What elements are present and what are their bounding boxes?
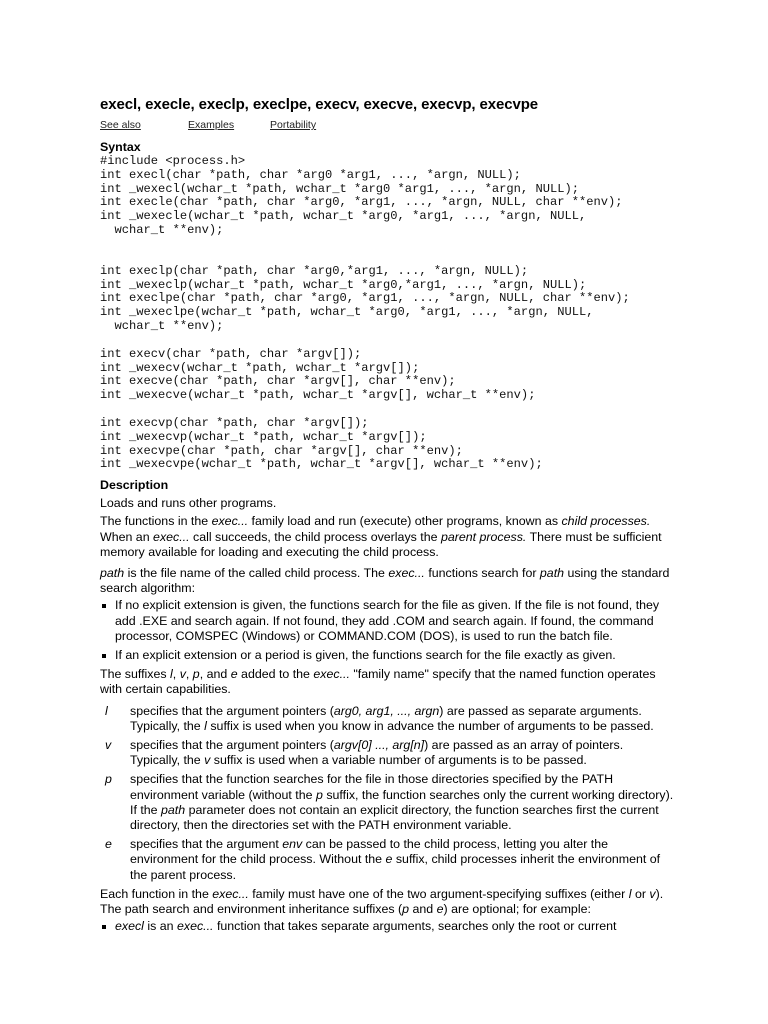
suffix-row-v <box>100 738 676 768</box>
suffix-key: v <box>105 737 112 752</box>
syntax-block-execlp: int execlp(char *path, char *arg0,*arg1, ..., *argn, NULL); int _wexeclp(wchar_t *path, wchar_t *arg0,*arg1, ..., *argn, NULL); int execlpe(char *path, char *arg0, *arg1, ..., *argn, NULL, char **env); int _wexeclpe(wchar_t *path, wchar_t *arg0, *arg1, ..., *argn, NULL, wchar_t **env); <box>100 263 630 333</box>
search-algorithm-list <box>100 598 676 663</box>
description-paragraph-3: The suffixes l, v, p, and e added to the exec... "family name" specify that the named function operates with certain capabilities. <box>100 667 656 697</box>
description-paragraph-1: The functions in the exec... family load and run (execute) other programs, known as child processes. When an exec... call succeeds, the child process overlays the parent process. There must be sufficient memory available for loading and executing the child process. <box>100 514 662 559</box>
suffix-row-p <box>100 772 676 833</box>
see-also-link[interactable]: See also <box>100 119 141 131</box>
topic-links <box>100 118 676 134</box>
description-heading: Description <box>100 478 169 493</box>
example-list <box>100 919 676 934</box>
examples-link[interactable]: Examples <box>188 119 235 131</box>
suffix-list <box>100 704 676 883</box>
suffix-key: p <box>105 772 112 787</box>
description-paragraph-2: path is the file name of the called child process. The exec... functions search for path using the standard search algorithm: <box>100 565 670 596</box>
suffix-description: specifies that the argument pointers (argv[0] ..., arg[n]) are passed as an array of pointers. Typically, the v suffix is used when a variable number of arguments is to be passed. <box>130 737 624 768</box>
suffix-description: specifies that the function searches for the file in those directories specified by the PATH environment variable (without the p suffix, the function searches only the current working directory). If the path parameter does not contain an explicit directory, the function searches first the current directory, then the directories set with the PATH environment variable. <box>130 772 674 832</box>
suffix-key: l <box>105 703 108 718</box>
syntax-block-execvp: int execvp(char *path, char *argv[]); int _wexecvp(wchar_t *path, wchar_t *argv[]); int execvpe(char *path, char *argv[], char **env); int _wexecvpe(wchar_t *path, wchar_t *argv[], wchar_t **env); <box>100 415 543 472</box>
portability-link[interactable]: Portability <box>270 119 317 131</box>
page-title: execl, execle, execlp, execlpe, execv, execve, execvp, execvpe <box>100 96 539 113</box>
description-intro: Loads and runs other programs. <box>100 496 277 511</box>
help-content <box>100 96 676 938</box>
list-item: If an explicit extension or a period is given, the functions search for the file exactly as given. <box>100 648 676 663</box>
list-item: execl is an exec... function that takes separate arguments, searches only the root or current <box>100 919 676 934</box>
syntax-block-execv: int execv(char *path, char *argv[]); int _wexecv(wchar_t *path, wchar_t *argv[]); int execve(char *path, char *argv[], char **env); int _wexecve(wchar_t *path, wchar_t *argv[], wchar_t **env); <box>100 346 536 403</box>
suffix-row-e <box>100 837 676 883</box>
suffix-description: specifies that the argument env can be passed to the child process, letting you alter the environment for the child process. Without the e suffix, child processes inherit the environment of the parent process. <box>130 837 661 882</box>
suffix-row-l <box>100 704 676 734</box>
syntax-block-execl: #include <process.h> int execl(char *path, char *arg0 *arg1, ..., *argn, NULL); int _wexecl(wchar_t *path, wchar_t *arg0 *arg1, ..., *argn, NULL); int execle(char *path, char *arg0, *arg1, ..., *argn, NULL, char **env); int _wexecle(wchar_t *path, wchar_t *arg0, *arg1, ..., *argn, NULL, wchar_t **env); <box>100 154 623 237</box>
suffix-key: e <box>105 837 112 852</box>
list-item: If no explicit extension is given, the functions search for the file as given. If the file is not found, they add .EXE and search again. If not found, they add .COM and search again. If found, the command processor, COMSPEC (Windows) or COMMAND.COM (DOS), is used to run the batch file. <box>100 598 676 644</box>
syntax-heading: Syntax <box>100 140 141 154</box>
description-paragraph-4: Each function in the exec... family must have one of the two argument-specifying suffixes (either l or v). The path search and environment inheritance suffixes (p and e) are optional; for example: <box>100 886 664 917</box>
suffix-description: specifies that the argument pointers (arg0, arg1, ..., argn) are passed as separate arguments. Typically, the l suffix is used when you know in advance the number of arguments to be passed. <box>130 703 654 733</box>
